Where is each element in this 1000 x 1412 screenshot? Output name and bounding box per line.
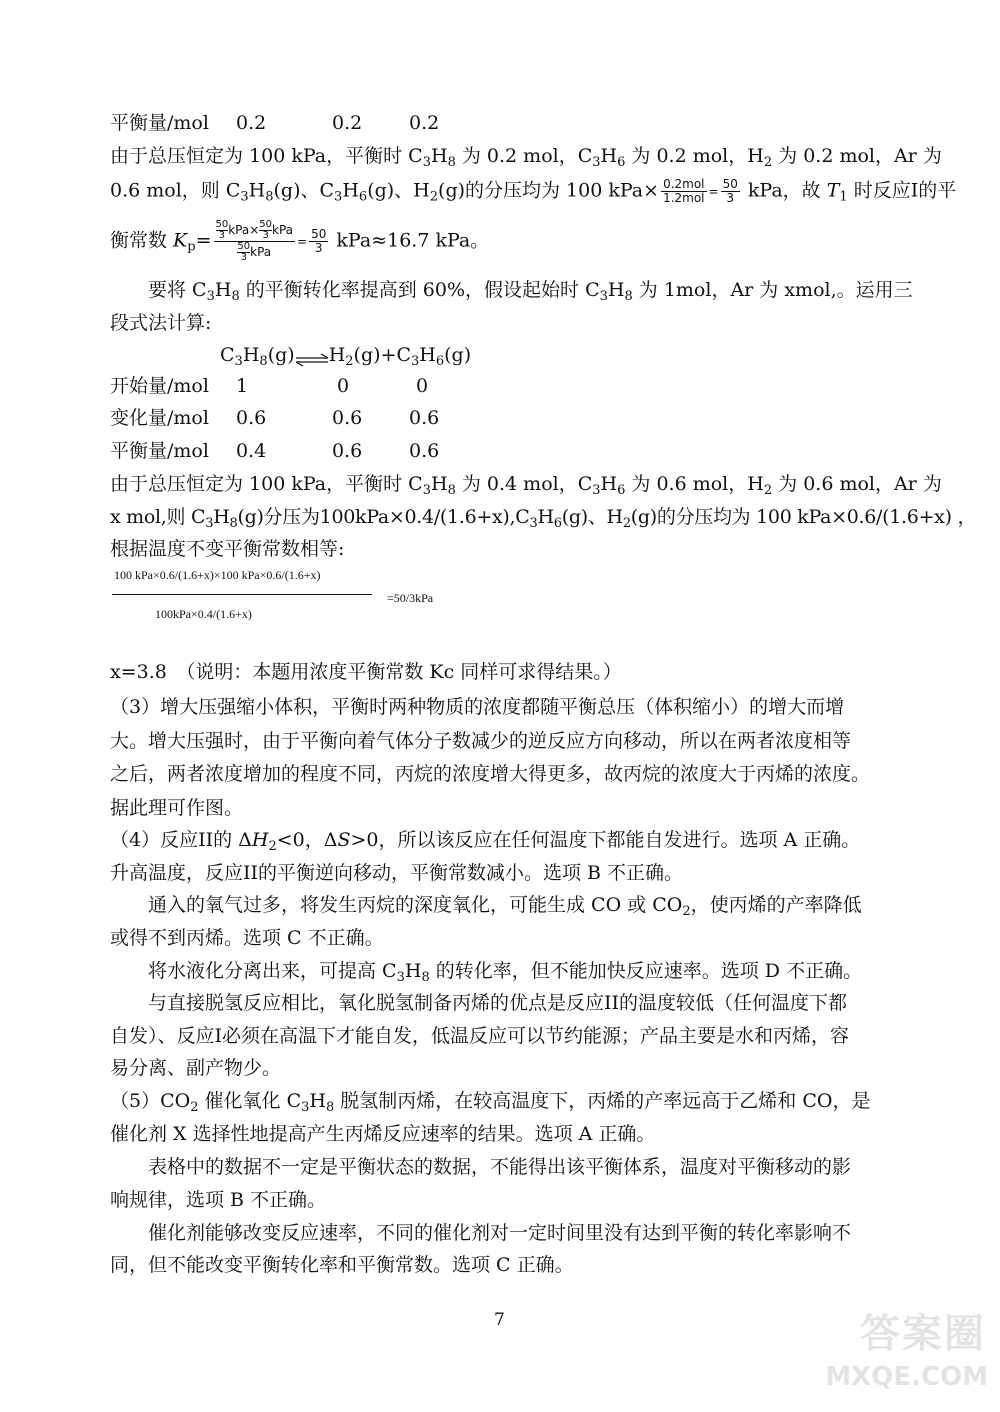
table2-row1-label: 开始量/mol: [110, 375, 209, 397]
p2-line1: 要将 $C_3H_8$ 的平衡转化率提高到 60%，假设起始时 $C_3H_8$ 为 1mol，Ar 为 xmol,。运用三: [148, 279, 913, 304]
p2-line2: 段式法计算:: [110, 312, 212, 334]
formula-denominator: 100kPa×0.4/(1.6+x): [155, 607, 252, 621]
s4-line1: （4）反应II的 $\Delta H_2<0$，ΔS>0，所以该反应在任何温度下都能自发进行。选项 A 正确。: [110, 829, 861, 854]
p1-line1: 由于总压恒定为 100 kPa，平衡时 $C_3H_8$ 为 0.2 mol，$C_3H_6$ 为 0.2 mol，$H_2$ 为 0.2 mol，Ar 为: [110, 145, 942, 170]
formula-fraction-bar: [112, 594, 372, 595]
equilibrium-arrow-icon: [295, 349, 329, 363]
table2-row2-v2: 0.6: [332, 407, 363, 429]
s4-line8: 易分离、副产物少。: [110, 1057, 282, 1079]
s5-line5: 催化剂能够改变反应速率，不同的催化剂对一定时间里没有达到平衡的转化率影响不: [148, 1222, 852, 1244]
s5-line1: $(5)CO_2$ 催化氧化 $C_3H_8$ 脱氢制丙烯，在较高温度下，丙烯的产率远高于乙烯和 CO，是: [110, 1090, 871, 1115]
table2-row2-v1: 0.6: [236, 407, 267, 429]
reaction-equation: $C_3H_8(g)$ $H_2(g)+C_3H_6(g)$: [220, 344, 472, 369]
watermark-logo: 答案圈 MXQE.COM: [825, 1311, 988, 1392]
table1-value-2: 0.2: [332, 112, 363, 134]
p3-line1: 由于总压恒定为 100 kPa，平衡时 $C_3H_8$ 为 0.4 mol，$C_3H_6$ 为 0.6 mol，$H_2$ 为 0.6 mol，Ar 为: [110, 473, 942, 498]
s5-line3: 表格中的数据不一定是平衡状态的数据，不能得出该平衡体系，温度对平衡移动的影: [148, 1156, 852, 1178]
s3-line3: 之后，两者浓度增加的程度不同，丙烷的浓度增大得更多，故丙烷的浓度大于丙烯的浓度。: [110, 763, 871, 785]
s5-line2: 催化剂 X 选择性地提高产生丙烯反应速率的结果。选项 A 正确。: [110, 1123, 656, 1145]
s4-line3: 通入的氧气过多，将发生丙烷的深度氧化，可能生成 CO 或 $CO_2$，使丙烯的产率降低: [148, 894, 862, 919]
kp-fraction: $\frac{50}{3}$ kPa× $\frac{50}{3}$ kPa $\frac{50}{3}$ kPa: [215, 219, 294, 263]
kp-value-fraction: $\frac{50}{3}$: [311, 227, 327, 255]
fifty-thirds-fraction: $\frac{50}{3}$: [722, 177, 738, 205]
p3-line3: 根据温度不变平衡常数相等:: [110, 538, 345, 560]
formula-numerator: 100 kPa×0.6/(1.6+x)×100 kPa×0.6/(1.6+x): [114, 568, 321, 582]
s3-line1: （3）增大压强缩小体积，平衡时两种物质的浓度都随平衡总压（体积缩小）的增大而增: [110, 696, 845, 718]
table2-row3-v1: 0.4: [236, 440, 267, 462]
table1-label: 平衡量/mol: [110, 112, 209, 134]
formula-rhs: =50/3kPa: [387, 591, 434, 605]
p3-line2: x mol,则 $C_3H_8(g)$分压为$100kPa\times 0.4/(1.6+x),C_3H_6(g)$、$H_2(g)$的分压均为 100 kPa×0.6/(1.6+x) ，: [110, 506, 977, 531]
table2-row1-v2: 0: [337, 375, 350, 397]
p1-line2: 0.6 mol，则 $C_3H_8(g)$、$C_3H_6(g)$、$H_2(g)$的分压均为 100 kPa× $\frac{\text{0.2mol}}{\text{1.2mol}}$ = $\frac{50}{3}$ kPa，故 $T_1$ 时反应I的平: [110, 177, 957, 205]
table2-row1-v1: 1: [236, 375, 249, 397]
s4-line7: 自发）、反应I必须在高温下才能自发，低温反应可以节约能源；产品主要是水和丙烯，容: [110, 1025, 850, 1047]
s5-line4: 响规律，选项 B 不正确。: [110, 1189, 327, 1211]
table2-row2-v3: 0.6: [409, 407, 440, 429]
result-line: x=3.8 （说明：本题用浓度平衡常数 Kc 同样可求得结果。）: [110, 661, 622, 683]
table2-row2-label: 变化量/mol: [110, 407, 209, 429]
table1-value-1: 0.2: [236, 112, 267, 134]
table2-row3-label: 平衡量/mol: [110, 440, 209, 462]
table2-row1-v3: 0: [416, 375, 429, 397]
s3-line4: 据此理可作图。: [110, 797, 244, 819]
mol-fraction: $\frac{\text{0.2mol}}{\text{1.2mol}}$: [663, 177, 705, 205]
s5-line6: 同，但不能改变平衡转化率和平衡常数。选项 C 正确。: [110, 1254, 574, 1276]
table2-row3-v2: 0.6: [332, 440, 363, 462]
s4-line6: 与直接脱氢反应相比，氧化脱氢制备丙烯的优点是反应II的温度较低（任何温度下都: [148, 992, 848, 1014]
p1-line3: 衡常数 $K_p=$ $\frac{50}{3}$ kPa× $\frac{50}{3}$ kPa $\frac{50}{3}$ kPa = $\frac{50}{3}$ kPa≈16.7 kPa。: [110, 219, 490, 263]
page-number: 7: [494, 1310, 505, 1330]
s4-line5: 将水液化分离出来，可提高 $C_3H_8$ 的转化率，但不能加快反应速率。选项 D 不正确。: [148, 960, 863, 985]
table1-value-3: 0.2: [409, 112, 440, 134]
s3-line2: 大。增大压强时，由于平衡向着气体分子数减少的逆反应方向移动，所以在两者浓度相等: [110, 730, 852, 752]
s4-line4: 或得不到丙烯。选项 C 不正确。: [110, 927, 384, 949]
s4-line2: 升高温度，反应II的平衡逆向移动，平衡常数减小。选项 B 不正确。: [110, 862, 684, 884]
table2-row3-v3: 0.6: [409, 440, 440, 462]
